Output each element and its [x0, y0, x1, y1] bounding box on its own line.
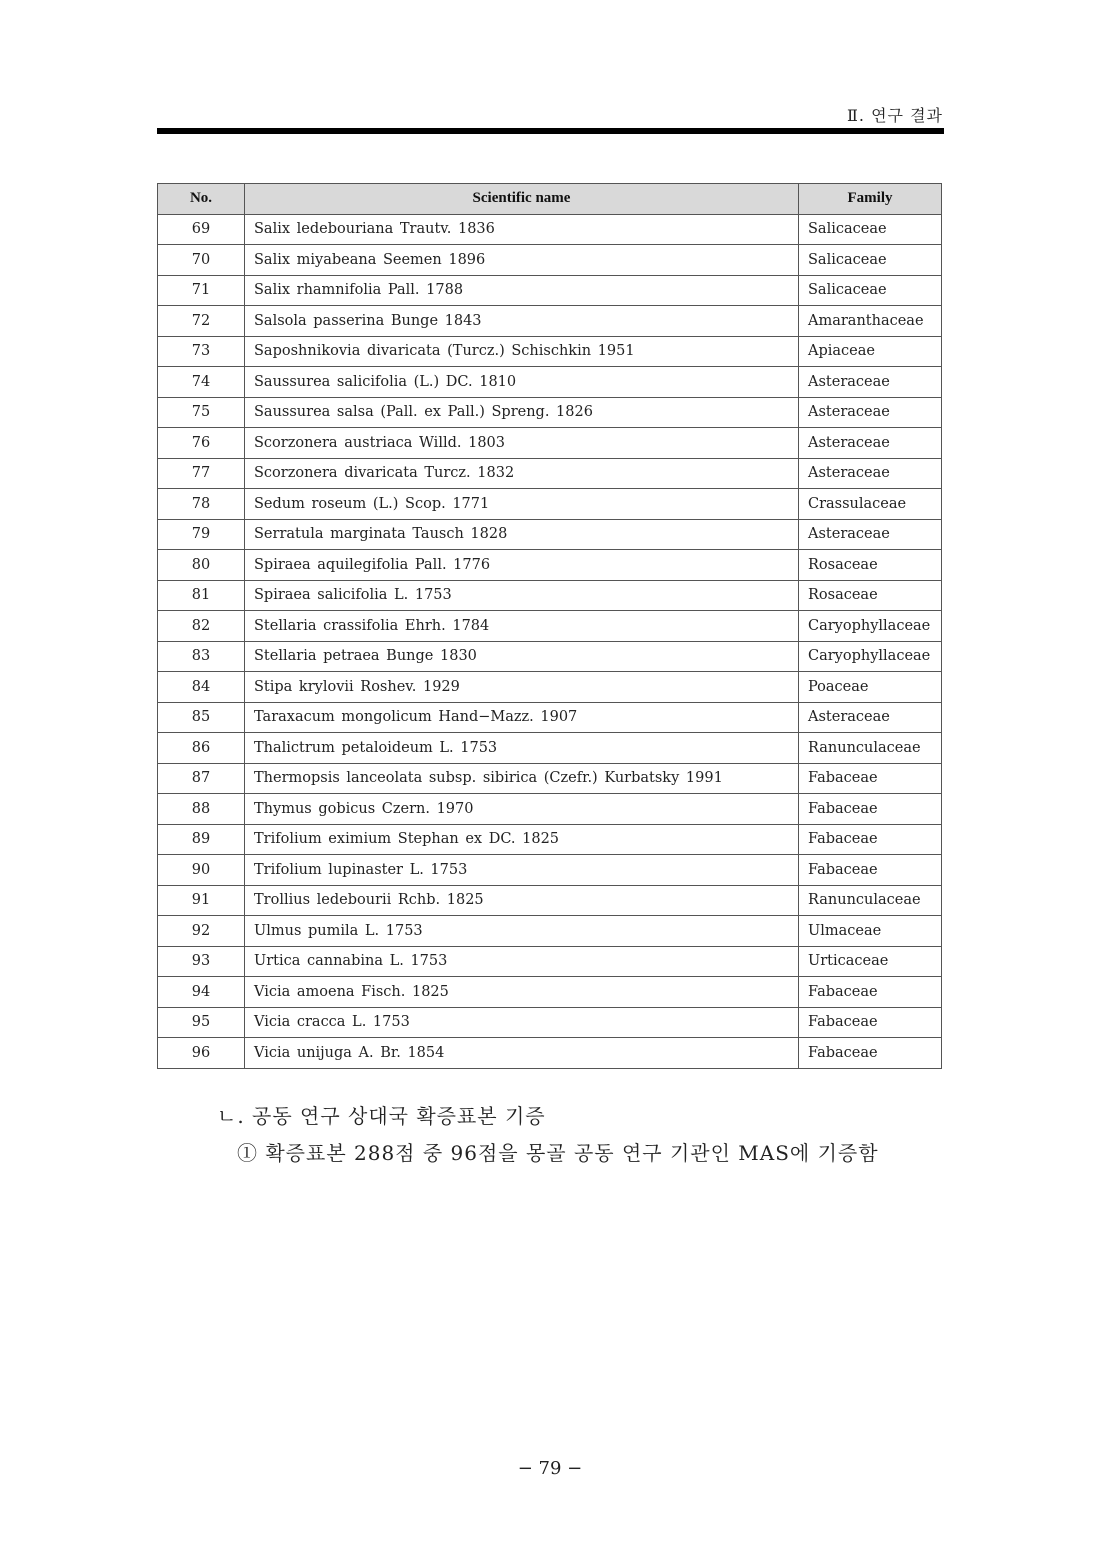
no-cell: 82 [158, 611, 245, 642]
table-row [158, 1038, 942, 1069]
no-cell: 78 [158, 489, 245, 520]
species-table [157, 183, 942, 1069]
scientific-name-cell: Trollius ledebourii Rchb. 1825 [245, 885, 799, 916]
scientific-name-cell: Scorzonera austriaca Willd. 1803 [245, 428, 799, 459]
scientific-name-cell: Thermopsis lanceolata subsp. sibirica (Czefr.) Kurbatsky 1991 [245, 763, 799, 794]
section-header: Ⅱ. 연구 결과 [847, 106, 943, 125]
family-cell: Fabaceae [799, 977, 942, 1008]
no-cell: 74 [158, 367, 245, 398]
table-row [158, 855, 942, 886]
table-row [158, 824, 942, 855]
table-row [158, 733, 942, 764]
family-cell: Asteraceae [799, 367, 942, 398]
family-cell: Ranunculaceae [799, 733, 942, 764]
scientific-name-cell: Trifolium eximium Stephan ex DC. 1825 [245, 824, 799, 855]
family-cell: Salicaceae [799, 275, 942, 306]
family-cell: Caryophyllaceae [799, 611, 942, 642]
family-cell: Ranunculaceae [799, 885, 942, 916]
no-cell: 75 [158, 397, 245, 428]
family-cell: Salicaceae [799, 245, 942, 276]
no-cell: 95 [158, 1007, 245, 1038]
scientific-name-cell: Vicia unijuga A. Br. 1854 [245, 1038, 799, 1069]
scientific-name-cell: Spiraea salicifolia L. 1753 [245, 580, 799, 611]
scientific-name-cell: Vicia amoena Fisch. 1825 [245, 977, 799, 1008]
family-cell: Rosaceae [799, 580, 942, 611]
family-cell: Fabaceae [799, 824, 942, 855]
no-cell: 96 [158, 1038, 245, 1069]
scientific-name-cell: Saussurea salsa (Pall. ex Pall.) Spreng. 1826 [245, 397, 799, 428]
list-item: ① 확증표본 288점 중 96점을 몽골 공동 연구 기관인 MAS에 기증함 [237, 1141, 879, 1165]
scientific-name-cell: Trifolium lupinaster L. 1753 [245, 855, 799, 886]
table-row [158, 916, 942, 947]
scientific-name-cell: Salsola passerina Bunge 1843 [245, 306, 799, 337]
scientific-name-cell: Sedum roseum (L.) Scop. 1771 [245, 489, 799, 520]
scientific-name-cell: Serratula marginata Tausch 1828 [245, 519, 799, 550]
scientific-name-cell: Ulmus pumila L. 1753 [245, 916, 799, 947]
no-cell: 72 [158, 306, 245, 337]
table-row [158, 397, 942, 428]
no-cell: 79 [158, 519, 245, 550]
no-cell: 85 [158, 702, 245, 733]
header-rule [157, 128, 944, 134]
table-row [158, 763, 942, 794]
no-cell: 73 [158, 336, 245, 367]
no-cell: 81 [158, 580, 245, 611]
family-cell: Ulmaceae [799, 916, 942, 947]
scientific-name-cell: Stipa krylovii Roshev. 1929 [245, 672, 799, 703]
no-cell: 83 [158, 641, 245, 672]
family-cell: Salicaceae [799, 214, 942, 245]
scientific-name-cell: Salix rhamnifolia Pall. 1788 [245, 275, 799, 306]
family-cell: Fabaceae [799, 763, 942, 794]
family-cell: Asteraceae [799, 519, 942, 550]
scientific-name-cell: Stellaria crassifolia Ehrh. 1784 [245, 611, 799, 642]
scientific-name-cell: Scorzonera divaricata Turcz. 1832 [245, 458, 799, 489]
table-row [158, 428, 942, 459]
table-row [158, 885, 942, 916]
scientific-name-cell: Saussurea salicifolia (L.) DC. 1810 [245, 367, 799, 398]
table-row [158, 336, 942, 367]
table-row [158, 519, 942, 550]
table-body [158, 214, 942, 1068]
no-cell: 90 [158, 855, 245, 886]
scientific-name-cell: Stellaria petraea Bunge 1830 [245, 641, 799, 672]
table-row [158, 580, 942, 611]
family-cell: Crassulaceae [799, 489, 942, 520]
table-row [158, 245, 942, 276]
table-row [158, 794, 942, 825]
scientific-name-cell: Spiraea aquilegifolia Pall. 1776 [245, 550, 799, 581]
scientific-name-cell: Thalictrum petaloideum L. 1753 [245, 733, 799, 764]
table-row [158, 489, 942, 520]
table-row [158, 1007, 942, 1038]
table-row [158, 702, 942, 733]
family-cell: Fabaceae [799, 1007, 942, 1038]
scientific-name-cell: Thymus gobicus Czern. 1970 [245, 794, 799, 825]
scientific-name-cell: Vicia cracca L. 1753 [245, 1007, 799, 1038]
scientific-name-cell: Taraxacum mongolicum Hand−Mazz. 1907 [245, 702, 799, 733]
no-cell: 69 [158, 214, 245, 245]
table-header-row [158, 184, 942, 215]
no-cell: 80 [158, 550, 245, 581]
table-row [158, 672, 942, 703]
table-row [158, 977, 942, 1008]
column-header-no: No. [158, 184, 245, 215]
scientific-name-cell: Salix ledebouriana Trautv. 1836 [245, 214, 799, 245]
table-row [158, 306, 942, 337]
family-cell: Asteraceae [799, 458, 942, 489]
table-row [158, 641, 942, 672]
table-row [158, 458, 942, 489]
column-header-scientific-name: Scientific name [245, 184, 799, 215]
family-cell: Fabaceae [799, 794, 942, 825]
no-cell: 94 [158, 977, 245, 1008]
family-cell: Rosaceae [799, 550, 942, 581]
no-cell: 77 [158, 458, 245, 489]
subheading: ㄴ. 공동 연구 상대국 확증표본 기증 [217, 1104, 546, 1128]
family-cell: Amaranthaceae [799, 306, 942, 337]
no-cell: 89 [158, 824, 245, 855]
family-cell: Fabaceae [799, 855, 942, 886]
family-cell: Asteraceae [799, 702, 942, 733]
no-cell: 71 [158, 275, 245, 306]
table-row [158, 367, 942, 398]
table-row [158, 611, 942, 642]
table-row [158, 550, 942, 581]
scientific-name-cell: Urtica cannabina L. 1753 [245, 946, 799, 977]
no-cell: 88 [158, 794, 245, 825]
table-row [158, 275, 942, 306]
family-cell: Asteraceae [799, 397, 942, 428]
family-cell: Apiaceae [799, 336, 942, 367]
page-number: − 79 − [517, 1458, 583, 1479]
table-row [158, 946, 942, 977]
column-header-family: Family [799, 184, 942, 215]
table-row [158, 214, 942, 245]
family-cell: Poaceae [799, 672, 942, 703]
no-cell: 84 [158, 672, 245, 703]
no-cell: 76 [158, 428, 245, 459]
family-cell: Urticaceae [799, 946, 942, 977]
no-cell: 86 [158, 733, 245, 764]
no-cell: 93 [158, 946, 245, 977]
scientific-name-cell: Salix miyabeana Seemen 1896 [245, 245, 799, 276]
no-cell: 87 [158, 763, 245, 794]
no-cell: 92 [158, 916, 245, 947]
no-cell: 70 [158, 245, 245, 276]
family-cell: Caryophyllaceae [799, 641, 942, 672]
scientific-name-cell: Saposhnikovia divaricata (Turcz.) Schischkin 1951 [245, 336, 799, 367]
family-cell: Asteraceae [799, 428, 942, 459]
family-cell: Fabaceae [799, 1038, 942, 1069]
no-cell: 91 [158, 885, 245, 916]
